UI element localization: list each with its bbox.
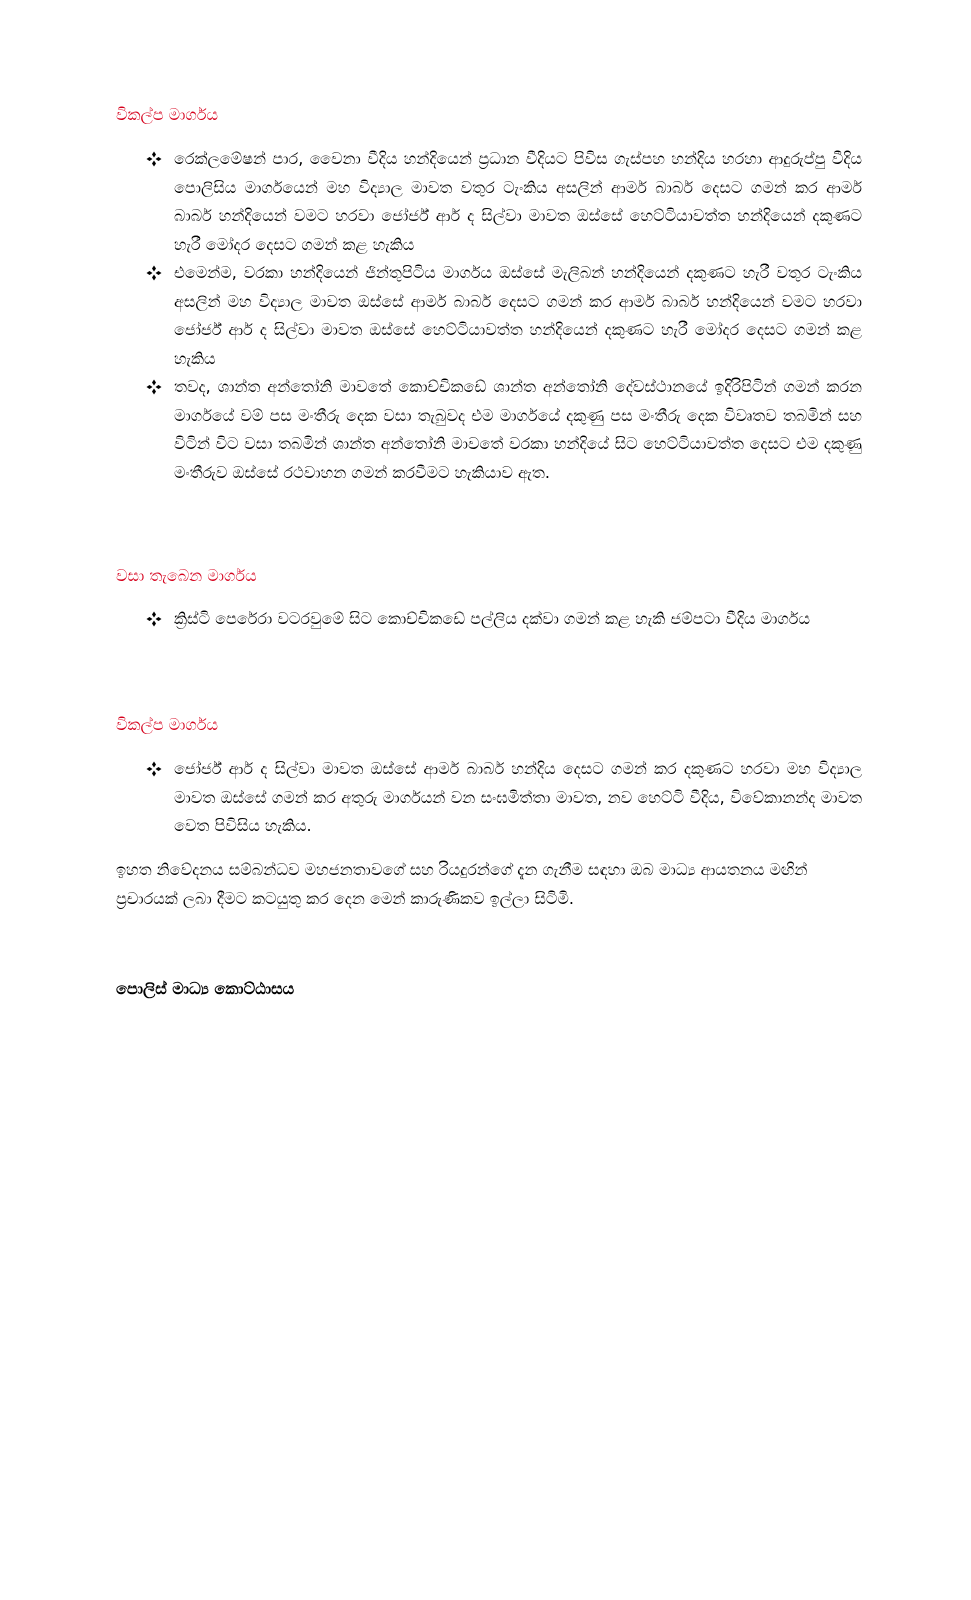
- list-item-text: ජෝර්ජ් ආර් ද සිල්වා මාවත ඔස්සේ ආමර් බාබර් හන්දිය දෙසට ගමන් කර දකුණට හරවා මහ විද්‍යාල මාවත ඔස්සේ ගමන් කර අතුරු මාර්ගයන් වන සංඝමිත්තා මාවත, නව හෙට්ටි වීදිය, විවේකානන්ද මාවත වෙත පිවිසිය හැකිය.: [174, 759, 862, 835]
- section-heading-alternative-route-2: විකල්ප මාර්ගය: [116, 715, 218, 734]
- closing-paragraph: ඉහත නිවේදනය සම්බන්ධව මහජනතාවගේ සහ රියදුරන්ගේ දැන ගැනීම සඳහා ඔබ මාධ්‍ය ආයතනය මඟින් ප්‍රචාරයක් ලබා දීමට කටයුතු කර දෙන මෙන් කාරුණිකව ඉල්ලා සිටිමි.: [116, 860, 808, 908]
- section-heading-alternative-route-1: විකල්ප මාර්ගය: [116, 105, 218, 124]
- list-item: [146, 259, 862, 373]
- section-heading-closed-route: වසා තැබෙන මාර්ගය: [116, 566, 257, 585]
- signature-police-media-division: පොලිස් මාධ්‍ය කොට්ඨාසය: [116, 979, 295, 998]
- list-item-text: එමෙන්ම, වරකා හන්දියෙන් ජින්තුපිටිය මාර්ගය ඔස්සේ මැලිබන් හන්දියෙන් දකුණට හැරී වතුර ටැංකිය අසලින් මහ විද්‍යාල මාවත ඔස්සේ ආමර් බාබර් දෙසට ගමන් කර ආමර් බාබර් හන්දියෙන් වමට හරවා ජෝර්ජ් ආර් ද සිල්වා මාවත ඔස්සේ හෙට්ටියාවත්ත හන්දියෙන් දකුණට හැරී මෝදර දෙසට ගමන් කළ හැකිය: [174, 263, 862, 368]
- list-item: [146, 373, 862, 487]
- list-item-text: ක්‍රිස්ටි පෙරේරා වටරවුමේ සිට කොච්චිකඩේ පල්ලිය දක්වා ගමන් කළ හැකි ජම්පටා වීදිය මාර්ගය: [174, 609, 810, 628]
- alternative-route-1-list: [146, 145, 862, 487]
- list-item-text: රෙක්ලමේෂන් පාර, වෛනා වීදිය හන්දියෙන් ප්‍රධාන වීදියට පිවිස ගැස්පහ හන්දිය හරහා ආදුරුප්පු වීදිය පොලිසිය මාර්ගයෙන් මහ විද්‍යාල මාවත වතුර ටැංකිය අසලින් ආමර් බාබර් දෙසට ගමන් කර ආමර් බාබර් හන්දියෙන් වමට හරවා ජෝර්ජ් ආර් ද සිල්වා මාවත ඔස්සේ හෙට්ටියාවත්ත හන්දියෙන් දකුණට හැරී මෝදර දෙසට ගමන් කළ හැකිය: [174, 149, 862, 254]
- list-item-text: තවද, ශාන්ත අන්තෝනි මාවතේ කොච්චිකඩේ ශාන්ත අන්තෝනි දේවස්ථානයේ ඉදිරිපිටින් ගමන් කරන මාර්ගයේ වම් පස මංතීරු දෙක වසා තැබුවද එම මාර්ගයේ දකුණු පස මංතීරු දෙක විවෘතව තබමින් සහ විටින් විට වසා තබමින් ශාන්ත අන්තෝනි මාවතේ වරකා හන්දියේ සිට හෙට්ටියාවත්ත දෙසට එම දකුණු මංතීරුව ඔස්සේ රථවාහන ගමන් කරවීමට හැකියාව ඇත.: [174, 377, 862, 482]
- alternative-route-2-list: [146, 755, 862, 841]
- four-diamond-bullet-icon: [146, 151, 162, 167]
- list-item: [146, 145, 862, 259]
- four-diamond-bullet-icon: [146, 379, 162, 395]
- list-item: [146, 605, 862, 634]
- four-diamond-bullet-icon: [146, 611, 162, 627]
- closed-route-list: [146, 605, 862, 634]
- four-diamond-bullet-icon: [146, 265, 162, 281]
- four-diamond-bullet-icon: [146, 761, 162, 777]
- list-item: [146, 755, 862, 841]
